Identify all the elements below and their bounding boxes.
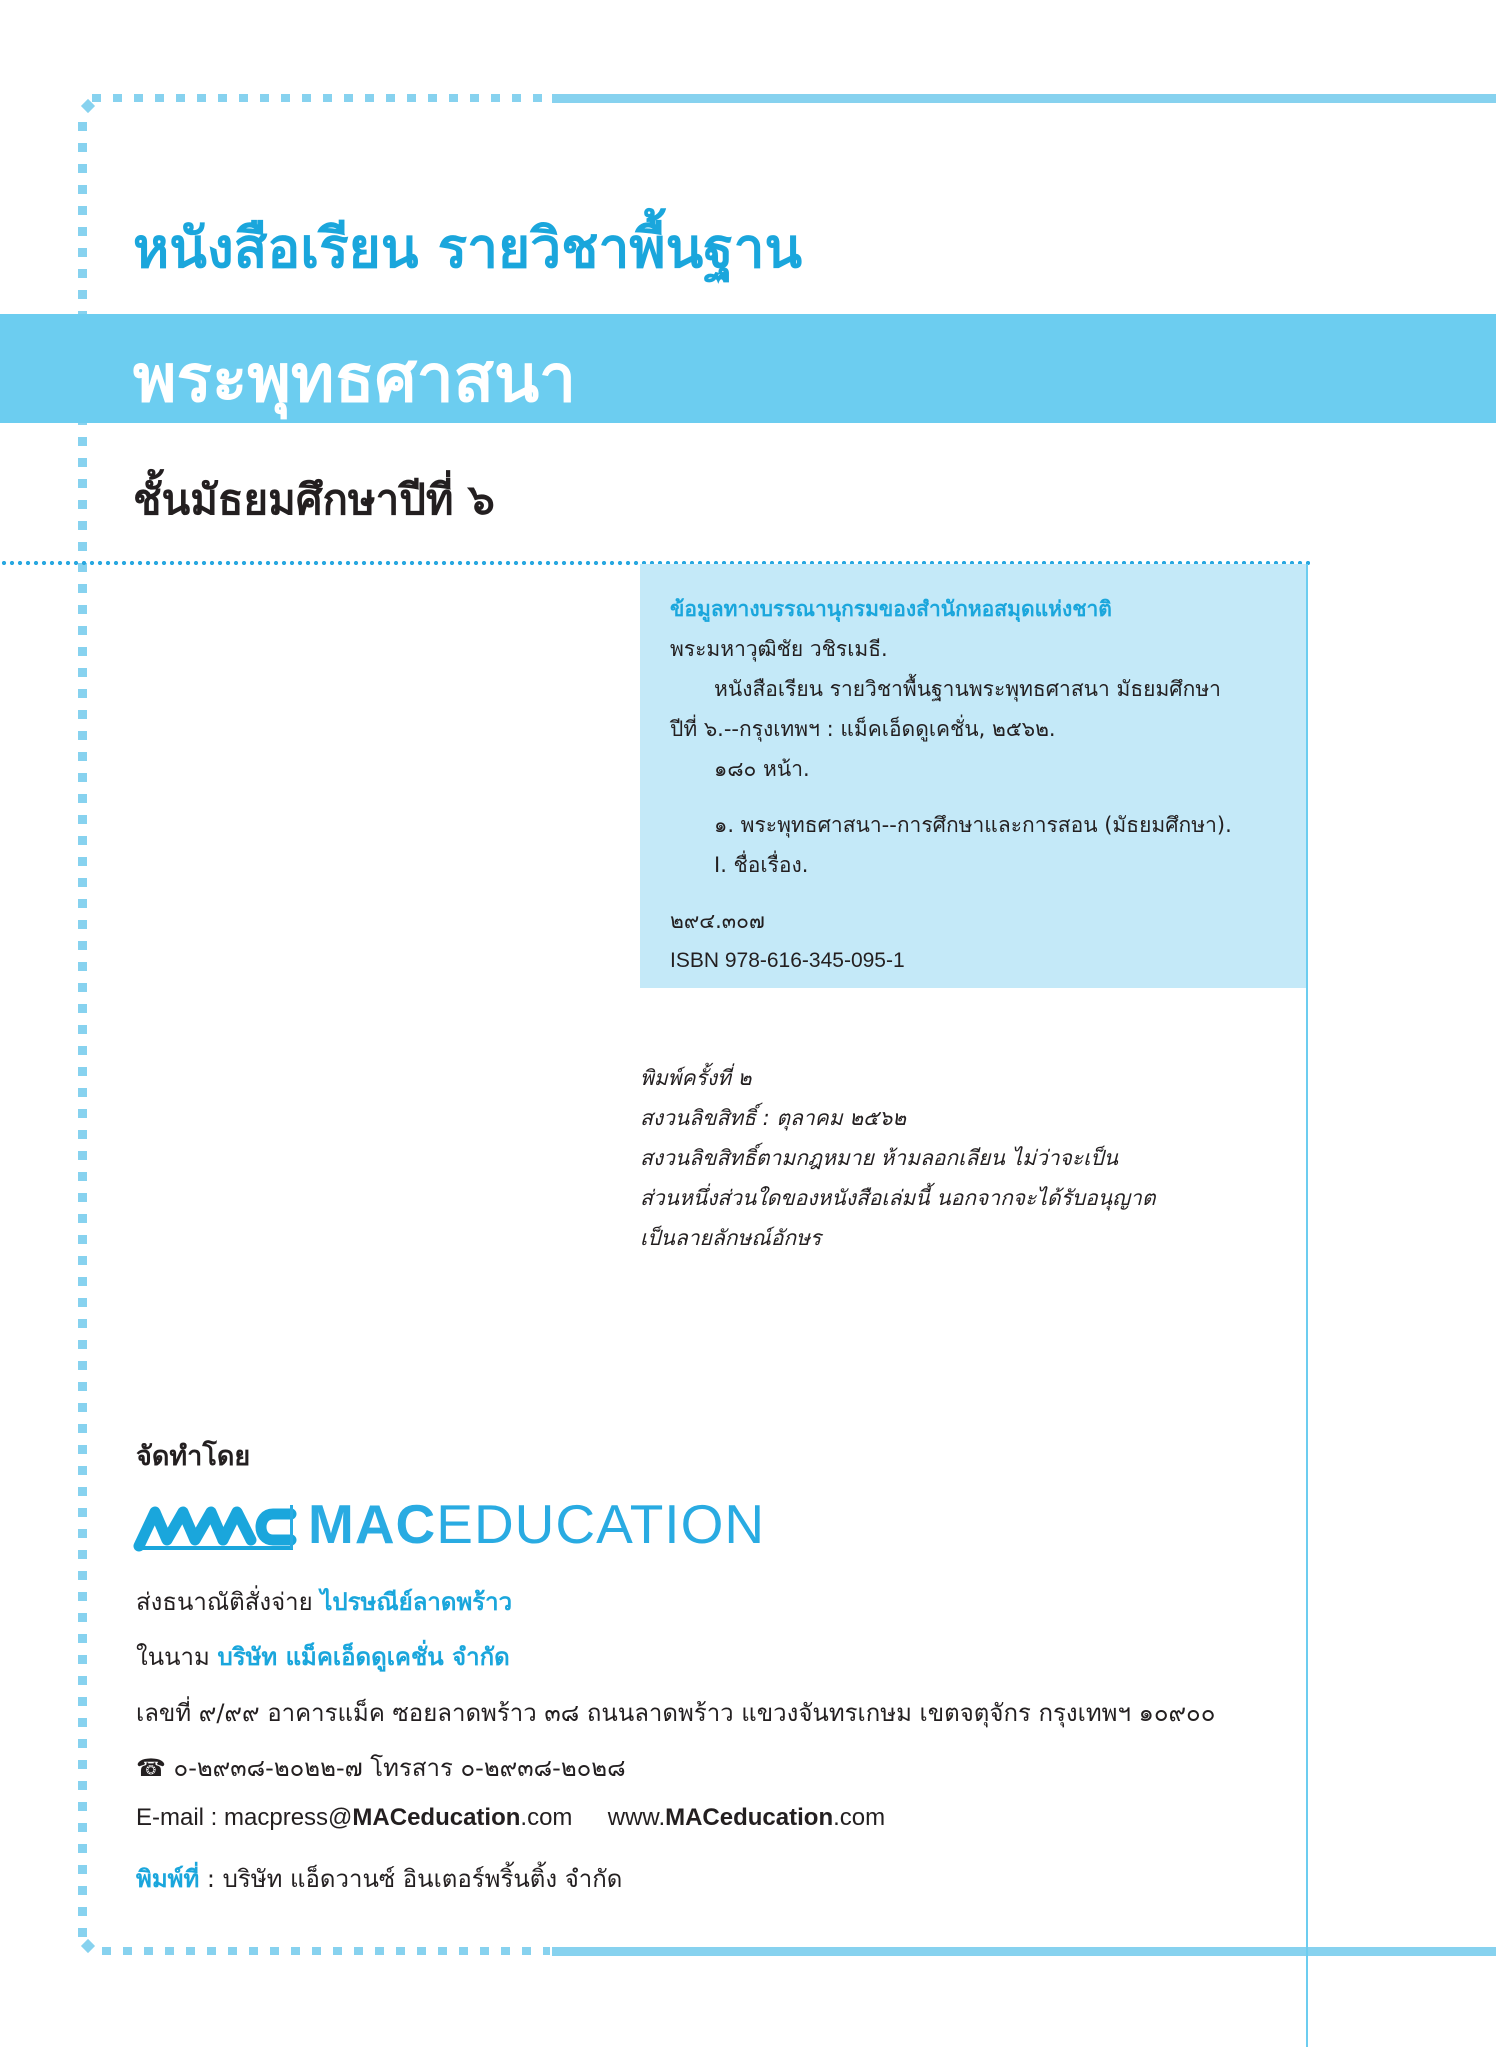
made-by-label: จัดทำโดย [136, 1441, 251, 1472]
catalog-subject: ๑. พระพุทธศาสนา--การศึกษาและการสอน (มัธยมศึกษา). [714, 813, 1232, 837]
payee-label: ในนาม [136, 1643, 210, 1671]
printer-label: พิมพ์ที่ [136, 1865, 200, 1893]
address-line: เลขที่ ๙/๙๙ อาคารแม็ค ซอยลาดพร้าว ๓๘ ถนนลาดพร้าว แขวงจันทรเกษม เขตจตุจักร กรุงเทพฯ ๑๐๙๐๐ [136, 1699, 1216, 1727]
money-order-office: ไปรษณีย์ลาดพร้าว [320, 1588, 513, 1616]
catalog-pages: ๑๘๐ หน้า. [714, 757, 810, 781]
edition-block [640, 1058, 1155, 1258]
right-vertical-rule [1306, 564, 1308, 2047]
book-type-title: หนังสือเรียน รายวิชาพื้นฐาน [133, 216, 803, 280]
web-domain: MACeducation [665, 1804, 834, 1831]
catalog-box [640, 564, 1307, 988]
money-order-label: ส่งธนาณัติสั่งจ่าย [136, 1588, 313, 1616]
edition-notice-line3: เป็นลายลักษณ์อักษร [640, 1226, 822, 1250]
web-tail: .com [833, 1804, 886, 1831]
payee-name: บริษัท แม็คเอ็ดดูเคชั่น จำกัด [217, 1643, 510, 1671]
grade-level: ชั้นมัธยมศึกษาปีที่ ๖ [133, 475, 495, 524]
catalog-title-line2: ปีที่ ๖.--กรุงเทพฯ : แม็คเอ็ดดูเคชั่น, ๒๕๖๒. [670, 717, 1056, 741]
contact-line [136, 1804, 885, 1832]
phone-line [136, 1748, 626, 1787]
frame-top-line [552, 94, 1496, 103]
email-tail: .com [520, 1804, 573, 1831]
edition-notice-line2: ส่วนหนึ่งส่วนใดของหนังสือเล่มนี้ นอกจากจะได้รับอนุญาต [640, 1186, 1156, 1210]
edition-copyright: สงวนลิขสิทธิ์ : ตุลาคม ๒๕๖๒ [640, 1106, 907, 1130]
catalog-class-number: ๒๙๔.๓๐๗ [670, 909, 765, 933]
payee-line [136, 1637, 510, 1676]
catalog-title-line1: หนังสือเรียน รายวิชาพื้นฐานพระพุทธศาสนา มัธยมศึกษา [714, 677, 1221, 701]
money-order-line [136, 1582, 512, 1621]
logo-text-light: EDUCATION [436, 1493, 766, 1555]
catalog-author: พระมหาวุฒิชัย วชิรเมธี. [670, 637, 888, 661]
email-domain: MACeducation [352, 1804, 521, 1831]
edition-printing: พิมพ์ครั้งที่ ๒ [640, 1066, 752, 1090]
subject-title: พระพุทธศาสนา [133, 340, 577, 417]
catalog-title-entry: I. ชื่อเรื่อง. [714, 853, 809, 877]
printer-name: : บริษัท แอ็ดวานซ์ อินเตอร์พริ้นติ้ง จำกัด [199, 1865, 623, 1893]
mac-logo-mark [133, 1500, 298, 1554]
frame-top-dots [92, 94, 550, 102]
phone-numbers: ๐-๒๙๓๘-๒๐๒๒-๗ โทรสาร ๐-๒๙๓๘-๒๐๒๘ [173, 1754, 626, 1782]
logo-divider [290, 1505, 293, 1549]
catalog-isbn: ISBN 978-616-345-095-1 [670, 949, 905, 972]
edition-notice-line1: สงวนลิขสิทธิ์ตามกฎหมาย ห้ามลอกเลียน ไม่ว่าจะเป็น [640, 1146, 1118, 1170]
frame-bottom-line [552, 1947, 1496, 1956]
logo-text-bold: MAC [308, 1493, 437, 1555]
web-prefix: www. [607, 1804, 666, 1831]
mac-logo-text [308, 1492, 765, 1556]
printer-line [136, 1859, 622, 1898]
frame-bottom-dots [102, 1947, 550, 1955]
catalog-heading: ข้อมูลทางบรรณานุกรมของสำนักหอสมุดแห่งชาติ [670, 597, 1112, 621]
telephone-icon: ☎ [136, 1754, 166, 1782]
email-label: E-mail : macpress@ [136, 1804, 353, 1831]
